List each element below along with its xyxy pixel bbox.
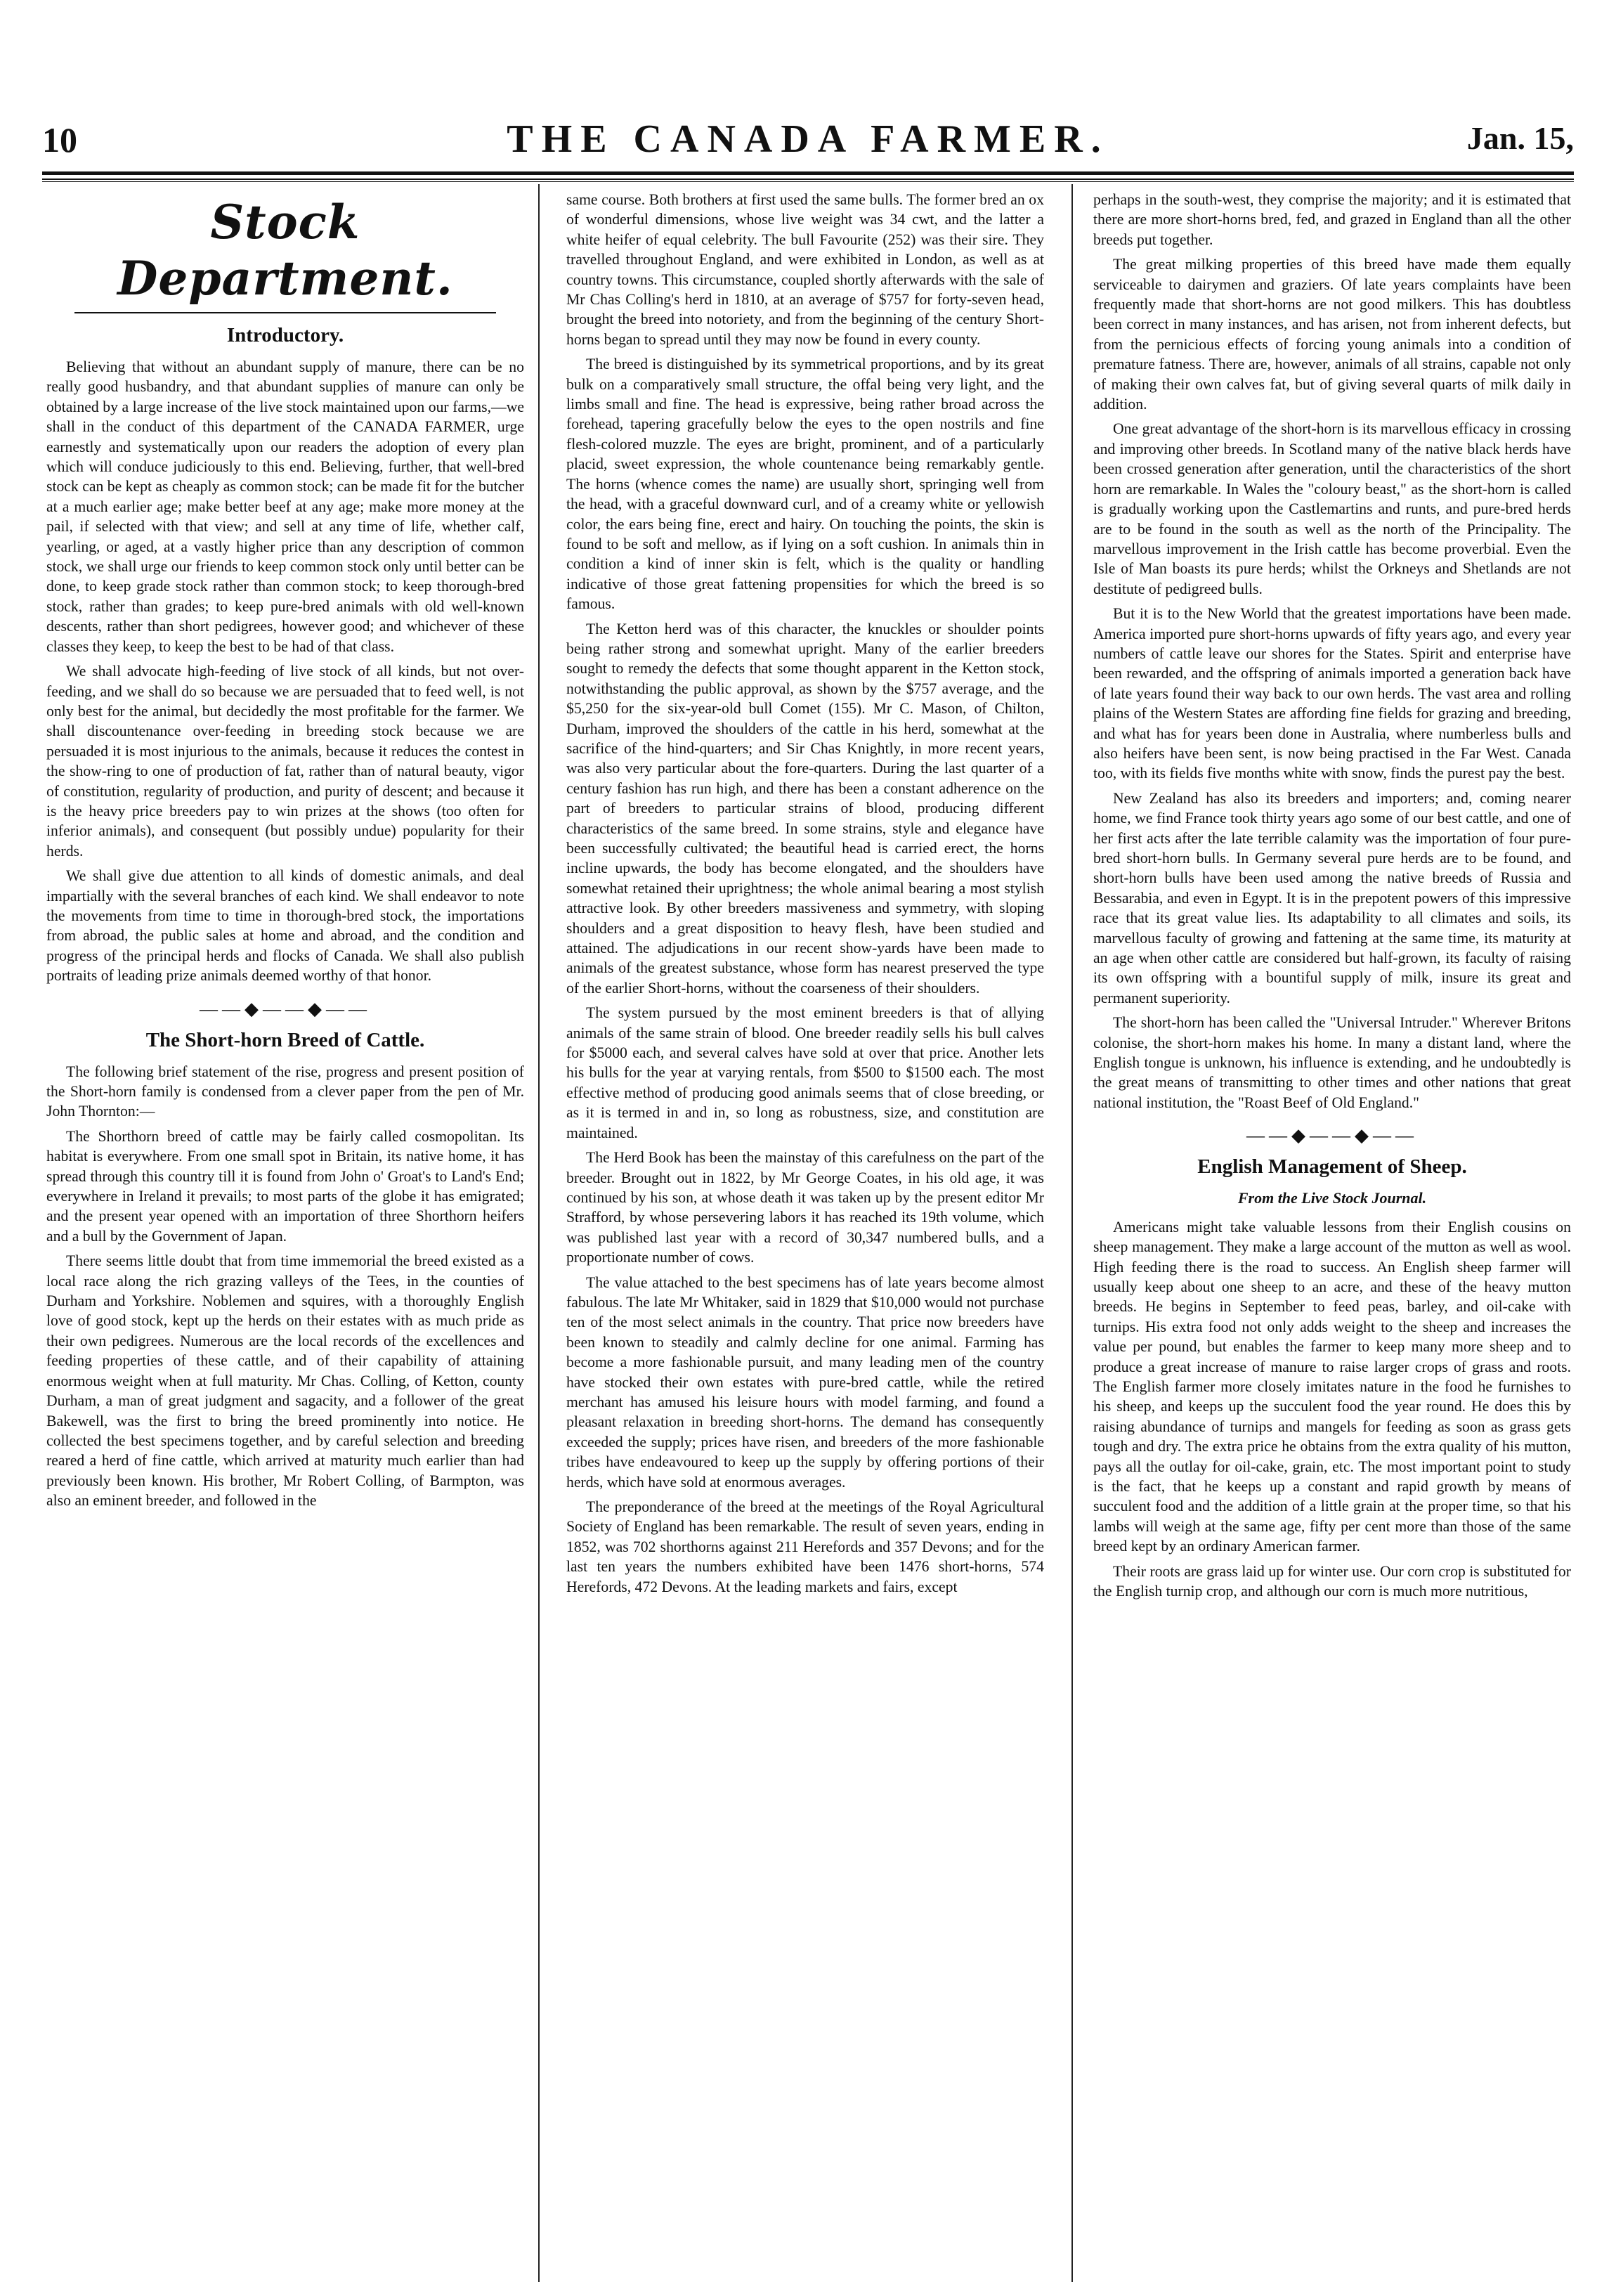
paragraph: Their roots are grass laid up for winter use. Our corn crop is substituted for the English turnip crop, and although our corn is much more nutritious,	[1093, 1562, 1571, 1600]
paragraph: The following brief statement of the rise, progress and present position of the Short-horn family is condensed from a clever paper from the pen of Mr. John Thornton:—	[46, 1063, 524, 1120]
issue-date: Jan. 15,	[1466, 120, 1574, 156]
article-heading-sheep: English Management of Sheep.	[1197, 1155, 1467, 1179]
paragraph: The breed is distinguished by its symmetrical proportions, and by its great bulk on a comparatively small structure, the offal being very light, and the limbs small and fine. The head is expressive, being rather broad across the forehead, tapering gracefully below the eyes to the open nostrils and fine flesh-colored muzzle. The eyes are bright, prominent, and of a particularly placid, sweet expression, the whole countenance being remarkably gentle. The horns (whence comes the name) are usually short, springing well from the head, with a graceful downward curl, and of a creamy white or yellowish color, the ears being fine, erect and hairy. On touching the points, the skin is found to be soft and mellow, as if lying on a soft cushion. In animals thin in condition a kind of inner skin is felt, which is the quality or handling indicative of those great fattening propensities for which the breed is so famous.	[566, 356, 1044, 613]
article-heading-introductory: Introductory.	[226, 324, 344, 346]
paragraph: We shall give due attention to all kinds of domestic animals, and deal impartially with the several branches of each kind. We shall endeavor to note the movements from time to time in thorough-bred stock, the importations from abroad, the public sales at home and abroad, and the condition and progress of the principal herds and flocks of Canada. We shall also publish portraits of leading prize animals deemed worthy of that honor.	[46, 867, 524, 985]
column-divider	[538, 184, 540, 2282]
paragraph: The system pursued by the most eminent breeders is that of allying animals of the same strain of blood. One breeder readily sells his bull calves for $5000 each, and several calves have sold at over that price. Another lets his bulls for the year at varying rentals, from $500 to $1500 each. The most effective method of producing good animals seems that of close breeding, or as it is termed in and in, so long as robustness, size, and constitution are maintained.	[566, 1004, 1044, 1141]
column-left	[46, 190, 524, 1511]
column-divider	[1071, 184, 1073, 2282]
paragraph: perhaps in the south-west, they comprise the majority; and it is estimated that there are more short-horns bred, fed, and grazed in England than all the other breeds put together.	[1093, 191, 1571, 248]
column-middle	[566, 190, 1044, 1597]
paragraph: New Zealand has also its breeders and importers; and, coming nearer home, we find France took thirty years ago some of our best cattle, and one of her first acts after the late terrible calamity was the importation of four pure-bred short-horn bulls. In Germany several pure herds are to be found, and short-horn bulls have been used among the native breeds of Russia and Bessarabia, and even in Egypt. It is in the prepotent powers of this impressive race that its great value lies. Its adaptability to all climates and soils, its marvellous faculty of growing and fattening at the same time, its maturity at an age when other cattle are considered but half-grown, its faculty of raising its own offspring with a bountiful supply of milk, insure its great and permanent superiority.	[1093, 789, 1571, 1006]
department-title: Stock Department.	[117, 195, 453, 306]
paragraph: We shall advocate high-feeding of live stock of all kinds, but not over-feeding, and we shall do so because we are persuaded that to feed well, is not only best for the animal, but decidedly the most profitable for the farmer. We shall discountenance over-feeding in breeding stock because we are persuaded it is most injurious to the animals, because it reduces the contest in the show-ring to one of production of fat, rather than of natural beauty, vigor of constitution, regularity of production, and purity of descent; and because it is the heavy price breeders pay to win prizes at the shows (too often for inferior animals), and consequent (but possibly undue) popularity for their herds.	[46, 663, 524, 860]
page-number: 10	[42, 120, 77, 160]
paragraph: There seems little doubt that from time immemorial the breed existed as a local race along the rich grazing valleys of the Tees, in the counties of Durham and Yorkshire. Noblemen and squires, with a thoroughly English love of good stock, kept up the herds on their estates with as much pride as their own pedigrees. Numerous are the local records of the excellences and feeding properties of these cattle, and of their capability of attaining enormous weight when at full maturity. Mr Chas. Colling, of Ketton, county Durham, a man of great judgment and sagacity, and a follower of the great Bakewell, was the first to bring the breed prominently into notice. He collected the best specimens together, and by careful selection and breeding reared a herd of fine cattle, which arrived at maturity much earlier than had previously been known. His brother, Mr Robert Colling, of Barmpton, was also an eminent breeder, and followed in the	[46, 1252, 524, 1510]
paragraph: The Shorthorn breed of cattle may be fairly called cosmopolitan. Its habitat is everywhere. From one small spot in Britain, its native home, it has spread through this country till it is found from John o' Groat's to Land's End; everywhere in Ireland it prevails; to most parts of the globe it has emigrated; and the present year opened with an importation of three Shorthorn heifers and a bull by the Government of Japan.	[46, 1127, 524, 1245]
article-heading-shorthorn: The Short-horn Breed of Cattle.	[145, 1028, 425, 1051]
header-rule-thick	[42, 171, 1574, 175]
header-rule-mid	[42, 179, 1574, 180]
paragraph: The Herd Book has been the mainstay of this carefulness on the part of the breeder. Brought out in 1822, by Mr George Coates, in his old age, it was continued by his son, at whose death it was taken up by the present editor Mr Strafford, by whose persevering labors it has reached its 19th volume, which was published last year with a record of 30,347 numbered bulls, and a proportionate number of cows.	[566, 1149, 1044, 1266]
paragraph: But it is to the New World that the greatest importations have been made. America imported pure short-horns upwards of fifty years ago, and every year numbers of cattle leave our shores for the States. Spirit and enterprise have been rewarded, and the offspring of animals imported a generation back have of late years found their way back to our own herds. The vast area and rolling plains of the Western States are affording fine fields for grazing and breeding, and what has for years been done in Australia, where numberless bulls and also heifers have been sent, is now being practised in the Far West. Canada too, with its fields five months white with snow, finds the purest pay the best.	[1093, 605, 1571, 782]
article-source: From the Live Stock Journal.	[1237, 1189, 1427, 1207]
masthead	[42, 119, 1574, 162]
paragraph: The Ketton herd was of this character, the knuckles or shoulder points being rather strong and somewhat upright. Many of the earlier breeders sought to remedy the defects that some thought apparent in the Ketton stock, notwithstanding the public approval, as shown by the $757 average, and the $5,250 for the six-year-old bull Comet (155). Mr C. Mason, of Chilton, Durham, improved the shoulders of the cattle in his herd, somewhat at the sacrifice of the hind-quarters; and Sir Chas Knightly, in more recent years, was also very particular about the fore-quarters. During the last quarter of a century fashion has run high, and there has been a constant adherence on the part of breeders to particular strains of blood, producing different characteristics of the same breed. In some strains, style and elegance have been successfully cultivated; the beautiful head is carried erect, the horns incline upwards, the body has become elongated, and the shoulders have somewhat retained their uprightness; the whole animal bearing a most stylish attractive look. By other breeders massiveness and symmetry, with sloping shoulders and a great disposition to heavy flesh, have been studied and attained. The adjudications in our recent show-yards have been made to animals of the greatest substance, whose form has nearest preserved the type of the earlier Short-horns, without the coarseness of their shoulders.	[566, 620, 1044, 997]
paragraph: The preponderance of the breed at the meetings of the Royal Agricultural Society of England has been remarkable. The result of seven years, ending in 1852, was 702 shorthorns against 211 Herefords and 357 Devons; and for the last ten years the numbers exhibited have been 1476 short-horns, 574 Herefords, 472 Devons. At the leading markets and fairs, except	[566, 1498, 1044, 1595]
paragraph: One great advantage of the short-horn is its marvellous efficacy in crossing and improving other breeds. In Scotland many of the native black herds have been crossed generation after generation, until the characteristics of the short horn are remarkable. In Wales the "coloury beast," as the short-horn is called is gradually working upon the Castlemartins and runts, and pure-bred herds are to be found in the south as well as the north of the Principality. The marvellous improvement in the Irish cattle has become proverbial. Even the Isle of Man boasts its pure herds; whilst the Orkneys and Shetlands are not destitute of pedigreed bulls.	[1093, 420, 1571, 597]
paragraph: same course. Both brothers at first used the same bulls. The former bred an ox of wonderful dimensions, whose live weight was 34 cwt, and the latter a white heifer of equal celebrity. The bull Favourite (252) was their sire. They travelled throughout England, and were exhibited in London, as well as at country towns. This circumstance, coupled shortly afterwards with the sale of Mr Chas Colling's herd in 1810, at an average of $757 for forty-seven head, brought the breed into notoriety, and from the beginning of the century Short-horns began to spread until they may now be found in every county.	[566, 191, 1044, 348]
paragraph: The short-horn has been called the "Universal Intruder." Wherever Britons colonise, the short-horn makes his home. In many a distant land, where the English tongue is unknown, his influence is extending, and he undoubtedly is the great means of transmitting to other times and other nations that great national institution, the "Roast Beef of Old England."	[1093, 1014, 1571, 1111]
paragraph: The value attached to the best specimens has of late years become almost fabulous. The late Mr Whitaker, said in 1829 that $10,000 would not purchase ten of the most select animals in the country. That price now breeders have been known to steadily and calmly decline for one animal. Farming has become a more fashionable pursuit, and many leading men of the country have stocked their own estates with pure-bred cattle, while the retired merchant has amused his leisure hours with model farming, and found a pleasant relaxation in breeding short-horns. The demand has consequently exceeded the supply; prices have risen, and breeders of the more fashionable tribes have endeavoured to keep up the supply by offering portions of their herds, which have sold at enormous averages.	[566, 1273, 1044, 1491]
section-ornament: ——◆——◆——	[1246, 1125, 1418, 1146]
paragraph: Believing that without an abundant supply of manure, there can be no really good husbandry, and that abundant supplies of manure can only be obtained by a large increase of the live stock maintained upon our farms,—we shall in the conduct of this department of the CANADA FARMER, urge earnestly and systematically upon our readers the adoption of every plan which will conduce judiciously to this end. Believing, further, that well-bred stock can be kept as cheaply as common stock; can be made fit for the butcher at a much earlier age; make better beef at any age; make more money at the pail, if selected with that view; and sell at any time of life, whether calf, yearling, or aged, at a vastly higher price than any description of common stock, we shall urge our friends to keep common stock only until better can be done, to keep grade stock rather than common stock; to keep thorough-bred stock, rather than grades; to keep pure-bred animals with old well-known descents, rather than short pedigrees, however good; and whichever of these classes they keep, to keep the best to be had of that class.	[46, 358, 524, 655]
paragraph: Americans might take valuable lessons from their English cousins on sheep management. They make a large account of the mutton as well as wool. High feeding there is the road to success. An English sheep farmer will usually keep about one sheep to an acre, and these of the heavy mutton breeds. He begins in September to feed peas, barley, and oil-cake with turnips. His extra food not only adds weight to the sheep and increases the value per pound, but enables the farmer to keep many more sheep and to produce a great increase of manure to raise larger crops of grass and roots. The English farmer more closely imitates nature in the food he furnishes to his sheep, and keeps up the succulent food the year round. He does this by raising abundance of turnips and mangels for feeding as soon as grass gets tough and dry. The extra price he obtains from the extra quality of his mutton, pays all the outlay for oil-cake, grain, etc. The most important point to study is the fact, that he keeps up a constant and rapid growth by means of succulent food and the addition of a little grain at the proper time, so that his lambs will weigh at the same age, fifty per cent more than those of the same breed kept by an ordinary American farmer.	[1093, 1218, 1571, 1555]
department-rule	[74, 312, 496, 313]
paragraph: The great milking properties of this breed have made them equally serviceable to dairymen and graziers. Of late years complaints have been frequently made that short-horns are not good milkers. This has doubtless been correct in many instances, and has arisen, not from inherent defects, but from the pernicious effects of forcing young animals into a condition of premature fatness. There are, however, animals of all strains, capable not only of making their own calves fat, but of giving several quarts of milk daily in addition.	[1093, 256, 1571, 413]
section-ornament: ——◆——◆——	[200, 998, 371, 1019]
newspaper-title: THE CANADA FARMER.	[507, 117, 1109, 161]
column-right	[1093, 190, 1571, 1601]
header-rule-thin	[42, 181, 1574, 182]
